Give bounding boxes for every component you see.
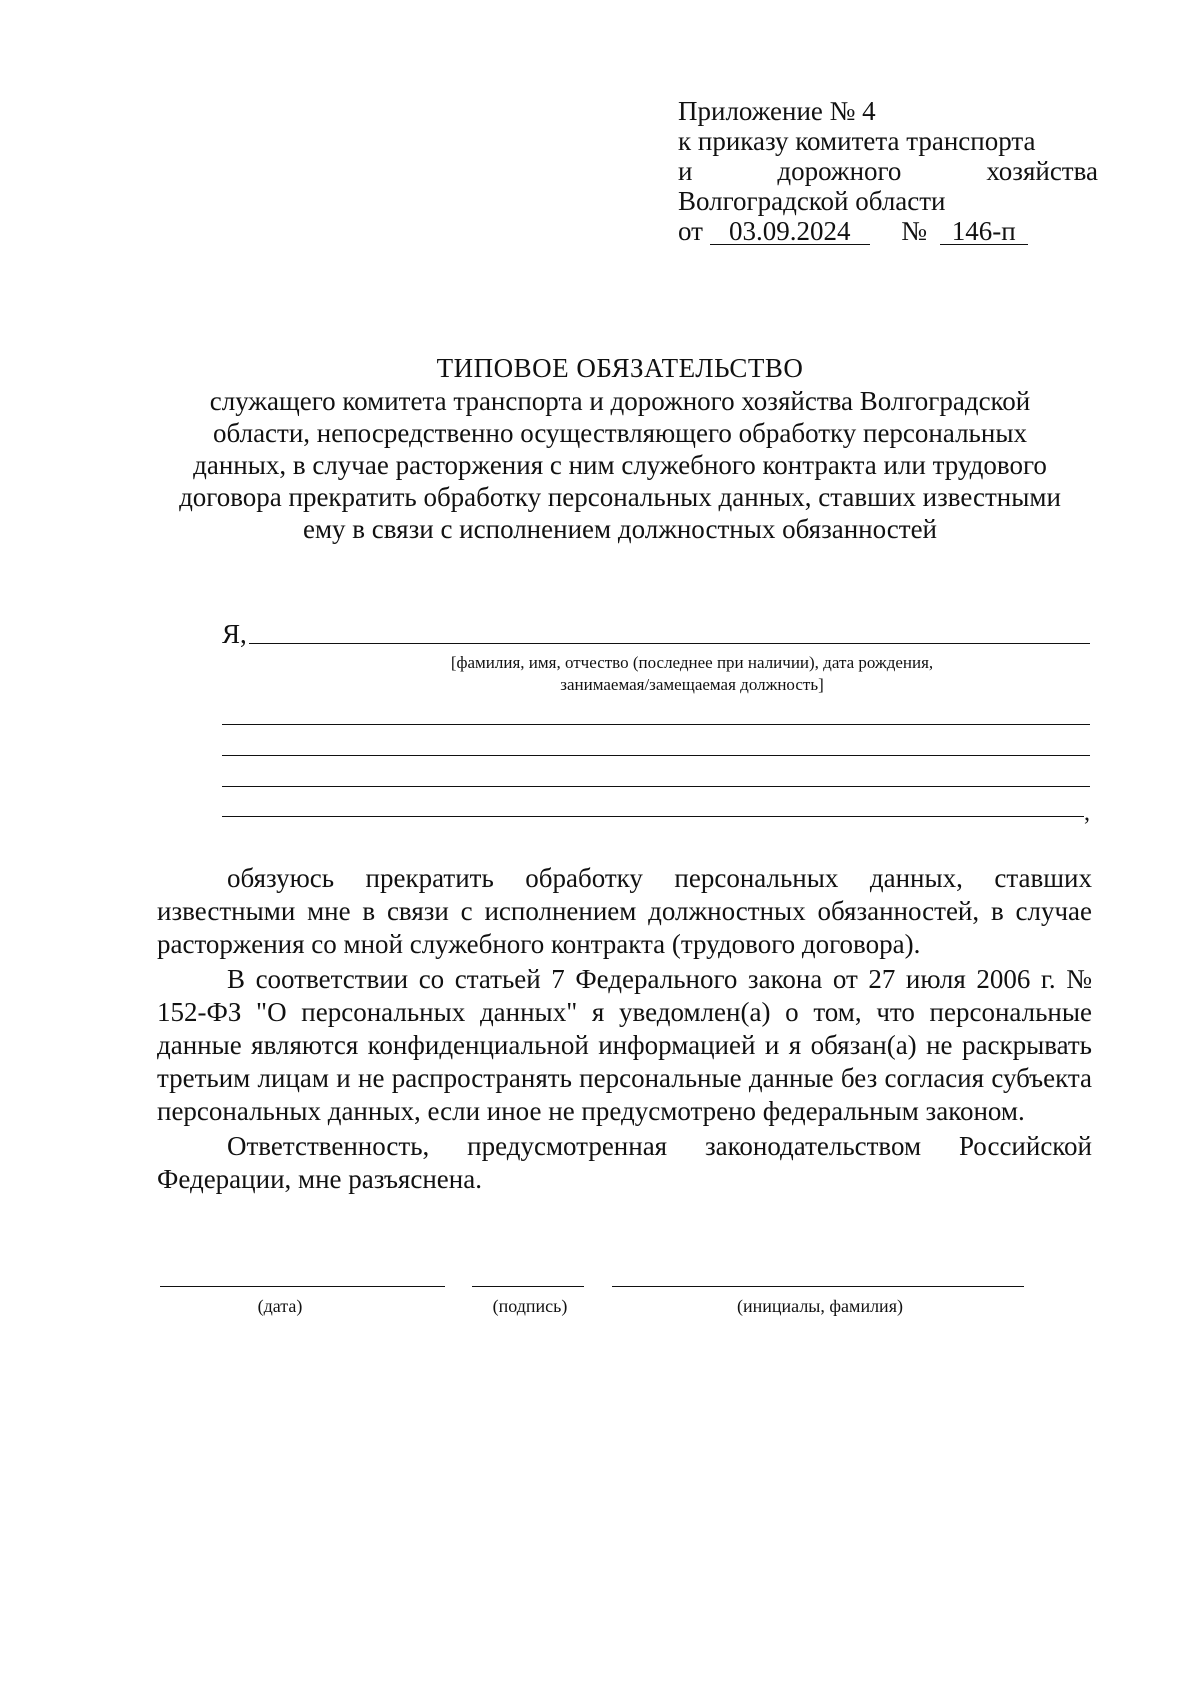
title-sub-line: договора прекратить обработку персональных данных, ставших известными: [179, 482, 1061, 512]
header-word: и: [678, 156, 693, 186]
appendix-order-line: к приказу комитета транспорта: [678, 126, 1036, 156]
document-title: [150, 352, 1090, 545]
hint-line: занимаемая/замещаемая должность]: [560, 675, 824, 694]
title-main: ТИПОВОЕ ОБЯЗАТЕЛЬСТВО: [436, 353, 804, 383]
sign-signature-line[interactable]: [472, 1286, 584, 1287]
ya-label: Я,: [222, 619, 247, 649]
obligation-paragraph: обязуюсь прекратить обработку персональных данных, ставших известными мне в связи с исполнением должностных обязанностей, в случае расторжения со мной служебного контракта (трудового договора).: [157, 863, 1092, 959]
name-signature-line[interactable]: [612, 1286, 1024, 1287]
personal-info-fill-block: [222, 619, 1090, 826]
order-number: 146-п: [940, 218, 1028, 245]
responsibility-paragraph: Ответственность, предусмотренная законодательством Российской Федерации, мне разъяснена.: [157, 1131, 1092, 1194]
date-prefix: от: [678, 216, 703, 246]
number-prefix: №: [901, 216, 927, 246]
appendix-date-line: [678, 216, 1098, 246]
name-fill-hint: [342, 652, 1042, 696]
fill-line[interactable]: [222, 755, 1090, 756]
title-sub-line: области, непосредственно осуществляющего обработку персональных: [213, 418, 1027, 448]
fill-line-last: [222, 799, 1090, 826]
appendix-region-line: Волгоградской области: [678, 186, 946, 216]
header-word: хозяйства: [986, 156, 1098, 186]
title-sub-line: служащего комитета транспорта и дорожного хозяйства Волгоградской: [209, 386, 1031, 416]
date-signature-line[interactable]: [160, 1286, 445, 1287]
obligation-body: [157, 862, 1092, 1196]
name-label: (инициалы, фамилия): [737, 1296, 903, 1316]
order-date: 03.09.2024: [710, 218, 870, 245]
sign-label: (подпись): [492, 1296, 568, 1316]
name-fill-line[interactable]: [249, 643, 1090, 644]
appendix-number: Приложение № 4: [678, 96, 876, 126]
appendix-header: [678, 96, 1098, 246]
fill-comma: ,: [1084, 800, 1090, 826]
ya-row: [222, 620, 1090, 650]
fill-line[interactable]: [222, 786, 1090, 787]
header-word: дорожного: [777, 156, 902, 186]
notification-paragraph: В соответствии со статьей 7 Федерального закона от 27 июля 2006 г. № 152-ФЗ "О персональных данных" я уведомлен(а) о том, что персональные данные являются конфиденциальной информацией и я обязан(а) не раскрывать третьим лицам и не распространять персональные данные без согласия субъекта персональных данных, если иное не предусмотрено федеральным законом.: [157, 964, 1092, 1126]
hint-line: [фамилия, имя, отчество (последнее при наличии), дата рождения,: [450, 653, 934, 672]
date-label: (дата): [257, 1296, 303, 1316]
fill-line[interactable]: [222, 816, 1084, 817]
fill-line[interactable]: [222, 724, 1090, 725]
appendix-committee-line: [678, 156, 1098, 186]
title-sub-line: данных, в случае расторжения с ним служебного контракта или трудового: [193, 450, 1047, 480]
title-sub-line: ему в связи с исполнением должностных обязанностей: [302, 514, 938, 544]
